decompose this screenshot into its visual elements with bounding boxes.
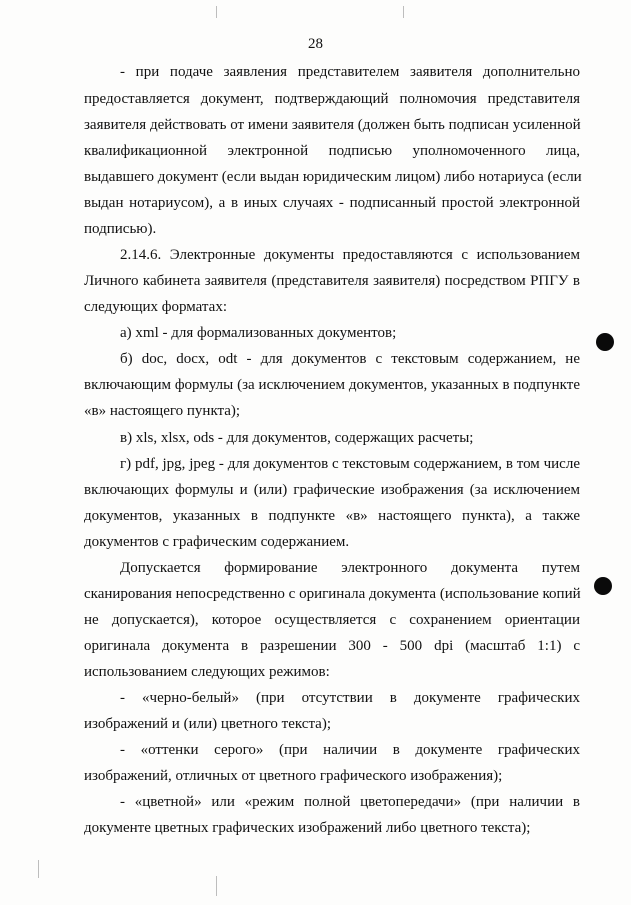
text-line: выдавшего документ (если выдан юридическим лицом) либо нотариуса (если — [84, 169, 582, 185]
text-line: б) doc, docx, odt - для документов с текстовым содержанием, не — [120, 351, 580, 367]
scan-artifact — [216, 6, 217, 18]
page-number: 28 — [308, 36, 323, 52]
text-line: 2.14.6. Электронные документы предоставляются с использованием — [120, 247, 580, 263]
text-line: в) xls, xlsx, ods - для документов, содержащих расчеты; — [120, 430, 474, 446]
text-line: - «черно-белый» (при отсутствии в документе графических — [120, 690, 580, 706]
text-line: «в» настоящего пункта); — [84, 403, 241, 419]
text-line: документов с графическим содержанием. — [84, 534, 350, 550]
text-line: - «цветной» или «режим полной цветопередачи» (при наличии в — [120, 794, 580, 810]
text-line: включающим формулы (за исключением документов, указанных в подпункте — [84, 377, 580, 393]
text-line: Личного кабинета заявителя (представителя заявителя) посредством РПГУ в — [84, 273, 580, 289]
text-line: а) xml - для формализованных документов; — [120, 325, 397, 341]
text-line: предоставляется документ, подтверждающий полномочия представителя — [84, 91, 580, 107]
text-line: использованием следующих режимов: — [84, 664, 330, 680]
text-line: следующих форматах: — [84, 299, 227, 315]
text-line: заявителя действовать от имени заявителя (должен быть подписан усиленной — [84, 117, 581, 133]
text-line: документе цветных графических изображений либо цветного текста); — [84, 820, 531, 836]
text-line: подписью). — [84, 221, 157, 237]
text-line: выдан нотариусом), а в иных случаях - подписанный простой электронной — [84, 195, 580, 211]
text-line: квалификационной электронной подписью уполномоченного лица, — [84, 143, 580, 159]
punch-hole — [596, 333, 614, 351]
text-line: изображений, отличных от цветного графического изображения); — [84, 768, 503, 784]
text-line: документов, указанных в подпункте «в» настоящего пункта), а также — [84, 508, 580, 524]
text-line: - при подаче заявления представителем заявителя дополнительно — [120, 64, 580, 80]
text-line: - «оттенки серого» (при наличии в документе графических — [120, 742, 580, 758]
scan-artifact — [216, 876, 217, 896]
text-line: оригинала документа в разрешении 300 - 500 dpi (масштаб 1:1) с — [84, 638, 580, 654]
text-line: г) pdf, jpg, jpeg - для документов с текстовым содержанием, в том числе — [120, 456, 580, 472]
scan-artifact — [403, 6, 404, 18]
punch-hole — [594, 577, 612, 595]
text-line: Допускается формирование электронного документа путем — [120, 560, 580, 576]
text-line: не допускается), которое осуществляется с сохранением ориентации — [84, 612, 580, 628]
scan-artifact — [38, 860, 39, 878]
text-line: сканирования непосредственно с оригинала документа (использование копий — [84, 586, 581, 602]
text-line: изображений и (или) цветного текста); — [84, 716, 332, 732]
text-line: включающих формулы и (или) графические изображения (за исключением — [84, 482, 580, 498]
